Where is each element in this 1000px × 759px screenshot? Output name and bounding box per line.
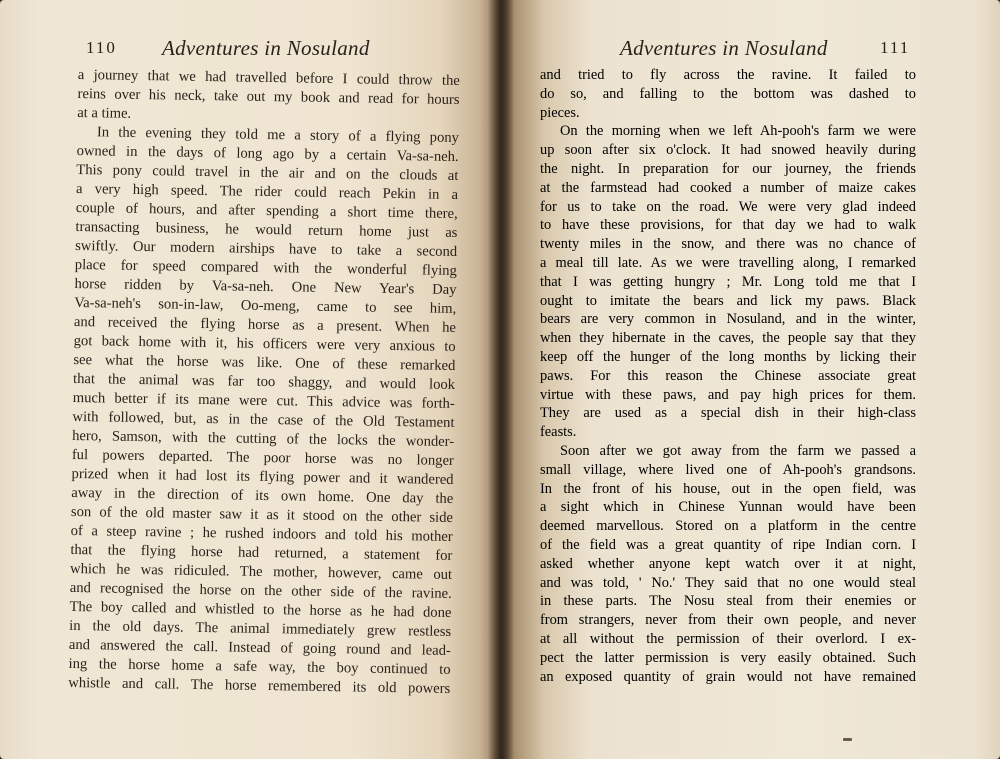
text-line: small village, where lived one of Ah-pooh's grandsons.	[540, 461, 916, 478]
text-line: In the evening they told me a story of a flying pony	[96, 124, 460, 146]
text-line: for us to take on the road. We were very glad indeed	[540, 198, 916, 215]
text-line: horse ridden by Va-sa-neh. One New Year's Day	[74, 275, 457, 298]
text-line: Soon after we got away from the farm we passed a	[560, 442, 916, 459]
text-line: in the old days. The animal immediately grew restless	[69, 617, 452, 640]
left-page-text	[68, 66, 460, 699]
text-line: a meal till late. As we were travelling along, I remarked	[540, 254, 916, 271]
text-line: couple of hours, and after spending a short time there,	[75, 199, 458, 222]
text-line: swiftly. Our modern airships have to take a second	[75, 237, 458, 260]
text-line: They are used as a special dish in their high-class	[540, 405, 916, 422]
page-smudge-mark	[843, 738, 852, 741]
text-line: On the morning when we left Ah-pooh's farm we were	[560, 123, 916, 140]
text-line: In the front of his house, out in the open field, was	[540, 480, 916, 497]
text-line: ought to imitate the bears and lick my paws. Black	[540, 292, 916, 309]
text-line: asked whether anyone kept watch over it at night,	[540, 555, 916, 572]
text-line: and recognised the horse on the other side of the ravine.	[69, 579, 452, 602]
text-line: up soon after six o'clock. It had snowed heavily during	[540, 142, 916, 159]
text-line: and was told, ' No.' They said that no one would steal	[540, 574, 916, 591]
text-line: at all without the permission of their overlord. I ex-	[540, 630, 916, 647]
text-line: ful powers departed. The poor horse was no longer	[71, 446, 454, 469]
text-line: reins over his neck, take out my book and read for hours	[77, 85, 460, 108]
text-line: which he was ridiculed. The mother, however, came out	[69, 560, 453, 583]
text-line: paws. For this reason the Chinese associate great	[540, 367, 916, 384]
book-gutter	[488, 0, 514, 759]
text-line: that I was getting hungry ; Mr. Long told me that I	[540, 273, 916, 290]
text-line: and answered the call. Instead of going round and lead-	[68, 636, 451, 659]
text-line: that the flying horse had returned, a statement for	[70, 541, 453, 564]
text-line: that the animal was far too shaggy, and would look	[72, 370, 456, 393]
text-line: the night. In preparation for our journey, the friends	[540, 160, 916, 177]
text-line: at the farmstead had cooked a number of maize cakes	[540, 179, 916, 196]
text-line: a journey that we had travelled before I could throw the	[77, 66, 460, 89]
page-number-left: 110	[86, 38, 117, 57]
text-line: when they hibernate in the caves, the people say that they	[540, 330, 916, 347]
text-line: virtue with these paws, and pay high prices for them.	[540, 386, 916, 403]
text-line: This pony could travel in the air and on the clouds at	[76, 161, 459, 184]
text-line: away in the direction of its own home. One day the	[71, 484, 454, 507]
text-line: whistle and call. The horse remembered its old powers	[68, 674, 451, 697]
text-line: at a time.	[77, 104, 132, 122]
text-line: deemed marvellous. Stored on a platform in the centre	[540, 518, 916, 535]
text-line: owned in the days of long ago by a certain Va-sa-neh.	[76, 142, 459, 165]
text-line: much better if its mane were cut. This advice was forth-	[72, 389, 455, 412]
text-line: bears are very common in Nosuland, and in the winter,	[540, 311, 916, 328]
text-line: in these parts. The Nosu steal from their enemies or	[540, 593, 916, 610]
running-head-right: Adventures in Nosuland	[620, 36, 828, 60]
text-line: keep off the hunger of the long months by licking their	[540, 348, 916, 365]
text-line: from strangers, never from their own people, and never	[540, 612, 916, 629]
text-line: place for speed compared with the wonderful flying	[74, 256, 457, 279]
text-line: twenty miles in the snow, and there was no chance of	[540, 236, 916, 253]
text-line: transacting business, he would return home just as	[75, 218, 458, 241]
text-line: of the field was a great quantity of ripe Indian corn. I	[540, 536, 916, 553]
text-line: hero, Samson, with the cutting of the locks the wonder-	[72, 427, 455, 450]
text-line: and received the flying horse as a present. When he	[73, 313, 457, 336]
running-head-left: Adventures in Nosuland	[162, 36, 370, 60]
text-line: an exposed quantity of grain would not have remained	[540, 668, 916, 685]
text-line: Va-sa-neh's son-in-law, Oo-meng, came to see him,	[74, 294, 457, 317]
text-line: prized when it had lost its flying power and it wandered	[71, 465, 454, 488]
text-line: with followed, but, as in the case of the Old Testament	[72, 408, 455, 431]
text-line: pieces.	[540, 104, 580, 121]
page-number-right: 111	[880, 38, 911, 57]
text-line: feasts.	[540, 424, 577, 441]
text-line: of a steep ravine ; he rushed indoors and told his mother	[70, 522, 453, 545]
text-line: a very high speed. The rider could reach Pekin in a	[75, 180, 459, 203]
text-line: got back home with it, his officers were very anxious to	[73, 332, 456, 355]
text-line: do so, and falling to the bottom was dashed to	[540, 85, 916, 102]
text-line: to have these provisions, for that day we had to walk	[540, 217, 916, 234]
right-page-text	[540, 66, 916, 686]
text-line: a sight which in Chinese Yunnan would have been	[540, 499, 916, 516]
text-line: pect the latter permission is very easily obtained. Such	[540, 649, 916, 666]
text-line: son of the old master saw it as it stood on the other side	[70, 503, 454, 526]
text-line: ing the horse home a safe way, the boy continued to	[68, 655, 451, 678]
text-line: see what the horse was like. One of these remarked	[73, 351, 456, 374]
text-line: and tried to fly across the ravine. It failed to	[540, 67, 916, 83]
text-line: The boy called and whistled to the horse as he had done	[69, 598, 452, 621]
